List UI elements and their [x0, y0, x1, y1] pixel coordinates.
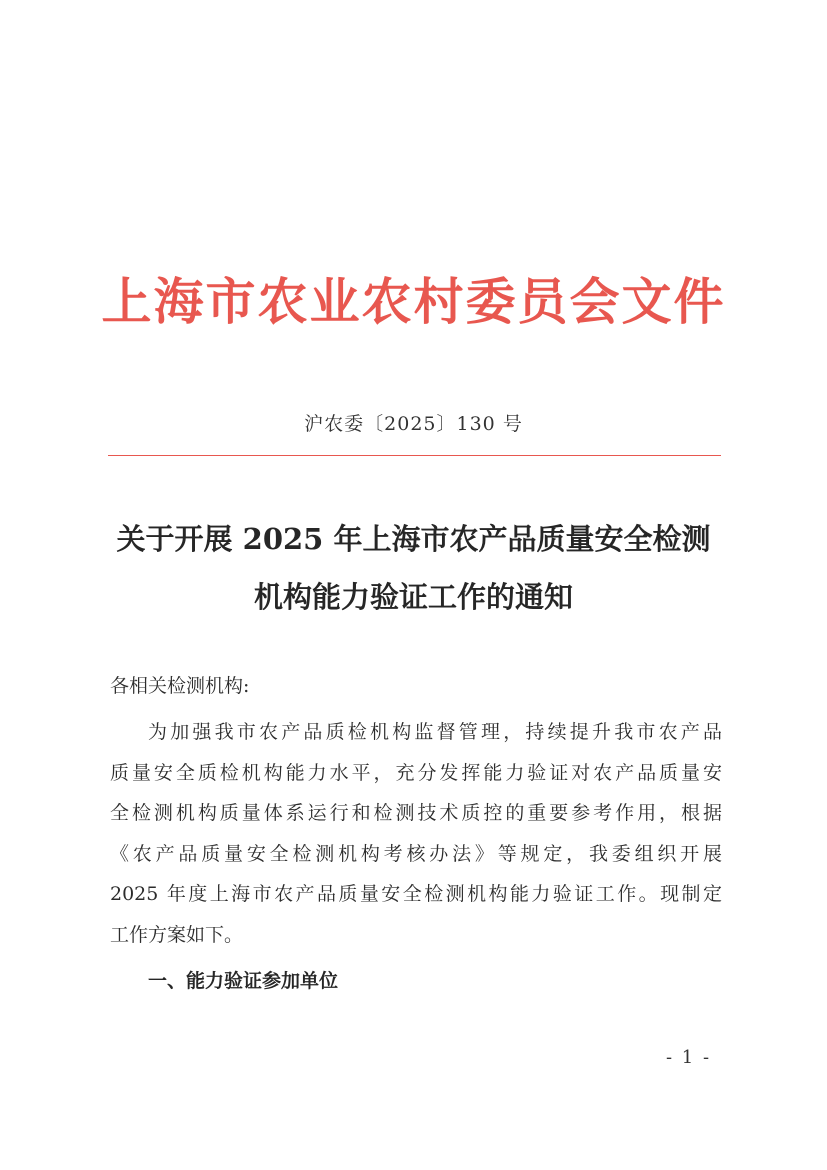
salutation: 各相关检测机构:: [110, 675, 250, 697]
notice-title-line-2: 机构能力验证工作的通知: [253, 580, 573, 614]
body-line: 2025 年度上海市农产品质量安全检测机构能力验证工作。现制定: [110, 883, 722, 906]
masthead-title: 上海市农业农村委员会文件: [101, 272, 726, 331]
body-line: 工作方案如下。: [110, 923, 244, 946]
body-line: 质量安全质检机构能力水平，充分发挥能力验证对农产品质量安: [110, 761, 722, 784]
body-paragraph: [110, 712, 722, 956]
notice-title-line-1: 关于开展 2025 年上海市农产品质量安全检测: [116, 522, 711, 556]
body-line: 全检测机构质量体系运行和检测技术质控的重要参考作用，根据: [110, 802, 722, 825]
body-line: 为加强我市农产品质检机构监督管理，持续提升我市农产品: [148, 721, 722, 743]
section-heading: 一、能力验证参加单位: [148, 970, 339, 992]
notice-title: [100, 510, 727, 626]
body-line: 《农产品质量安全检测机构考核办法》等规定，我委组织开展: [110, 842, 722, 865]
red-divider-line: [108, 455, 721, 456]
page-number: - 1 -: [666, 1047, 712, 1068]
document-number: 沪农委〔2025〕130 号: [304, 413, 523, 435]
